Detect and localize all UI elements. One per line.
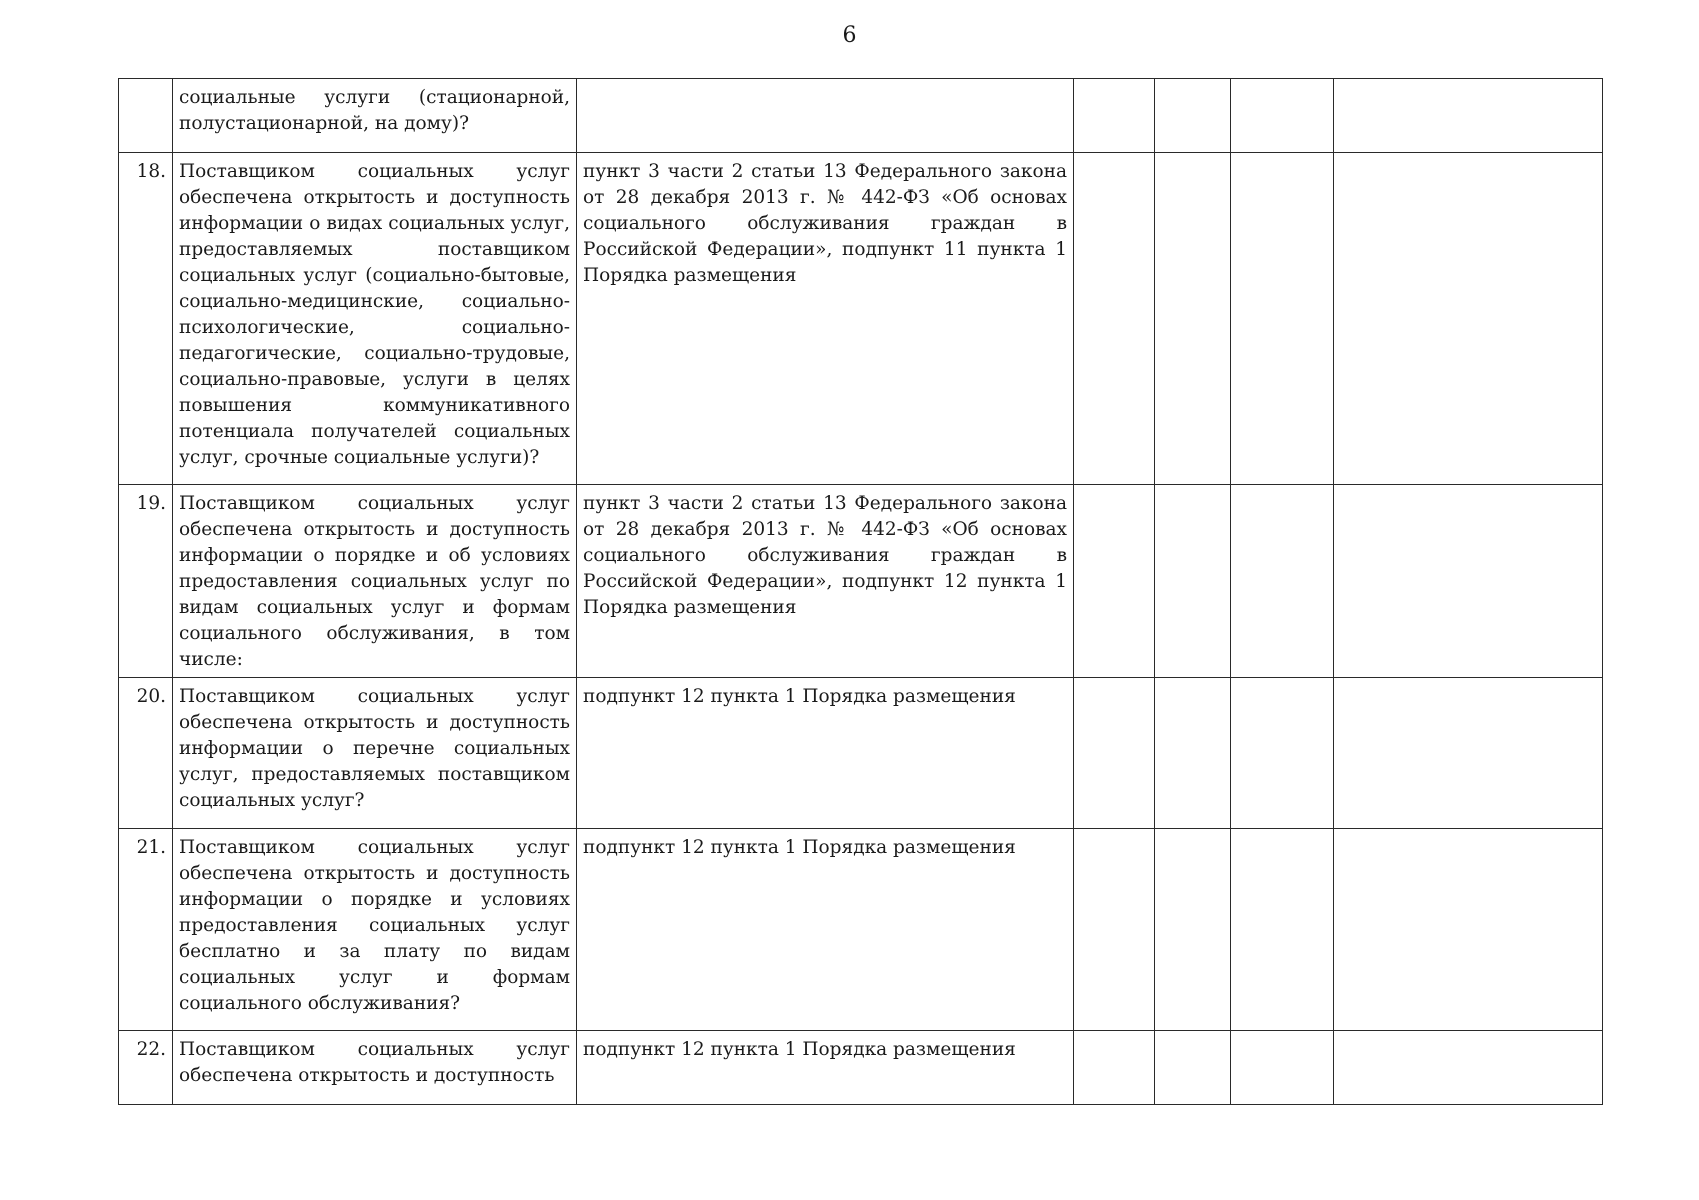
- note-cell: [1334, 1031, 1603, 1105]
- question-cell: Поставщиком социальных услуг обеспечена открытость и доступность информации о перечне социальных услуг, предоставляемых поставщиком социальных услуг?: [173, 678, 577, 829]
- answer-na-cell: [1231, 829, 1334, 1031]
- legal-basis-cell: [577, 79, 1074, 153]
- answer-yes-cell: [1074, 1031, 1155, 1105]
- answer-na-cell: [1231, 485, 1334, 678]
- legal-basis-cell: пункт 3 части 2 статьи 13 Федерального закона от 28 декабря 2013 г. № 442-ФЗ «Об основах социального обслуживания граждан в Российской Федерации», подпункт 11 пункта 1 Порядка размещения: [577, 153, 1074, 485]
- answer-na-cell: [1231, 1031, 1334, 1105]
- answer-no-cell: [1155, 153, 1231, 485]
- checklist-table: [118, 78, 1603, 1105]
- question-cell: Поставщиком социальных услуг обеспечена открытость и доступность: [173, 1031, 577, 1105]
- answer-no-cell: [1155, 485, 1231, 678]
- answer-na-cell: [1231, 153, 1334, 485]
- note-cell: [1334, 485, 1603, 678]
- row-number: 20.: [119, 678, 173, 829]
- note-cell: [1334, 678, 1603, 829]
- row-number: 21.: [119, 829, 173, 1031]
- answer-yes-cell: [1074, 79, 1155, 153]
- table-row: [119, 79, 1603, 153]
- table-row: [119, 153, 1603, 485]
- note-cell: [1334, 79, 1603, 153]
- table-row: [119, 678, 1603, 829]
- answer-na-cell: [1231, 79, 1334, 153]
- row-number: 18.: [119, 153, 173, 485]
- answer-no-cell: [1155, 678, 1231, 829]
- answer-no-cell: [1155, 1031, 1231, 1105]
- table-row: [119, 1031, 1603, 1105]
- question-cell: Поставщиком социальных услуг обеспечена открытость и доступность информации о видах социальных услуг, предоставляемых поставщиком социальных услуг (социально-бытовые, социально-медицинские, социально-психологические, социально-педагогические, социально-трудовые, социально-правовые, услуги в целях повышения коммуникативного потенциала получателей социальных услуг, срочные социальные услуги)?: [173, 153, 577, 485]
- legal-basis-cell: пункт 3 части 2 статьи 13 Федерального закона от 28 декабря 2013 г. № 442-ФЗ «Об основах социального обслуживания граждан в Российской Федерации», подпункт 12 пункта 1 Порядка размещения: [577, 485, 1074, 678]
- page-number: 6: [842, 23, 857, 48]
- answer-yes-cell: [1074, 153, 1155, 485]
- row-number: 22.: [119, 1031, 173, 1105]
- question-cell: Поставщиком социальных услуг обеспечена открытость и доступность информации о порядке и об условиях предоставления социальных услуг по видам социальных услуг и формам социального обслуживания, в том числе:: [173, 485, 577, 678]
- answer-yes-cell: [1074, 485, 1155, 678]
- row-number: 19.: [119, 485, 173, 678]
- note-cell: [1334, 153, 1603, 485]
- table-row: [119, 829, 1603, 1031]
- row-number: [119, 79, 173, 153]
- legal-basis-cell: подпункт 12 пункта 1 Порядка размещения: [577, 678, 1074, 829]
- note-cell: [1334, 829, 1603, 1031]
- question-cell: Поставщиком социальных услуг обеспечена открытость и доступность информации о порядке и условиях предоставления социальных услуг бесплатно и за плату по видам социальных услуг и формам социального обслуживания?: [173, 829, 577, 1031]
- answer-na-cell: [1231, 678, 1334, 829]
- legal-basis-cell: подпункт 12 пункта 1 Порядка размещения: [577, 1031, 1074, 1105]
- legal-basis-cell: подпункт 12 пункта 1 Порядка размещения: [577, 829, 1074, 1031]
- table-row: [119, 485, 1603, 678]
- answer-yes-cell: [1074, 678, 1155, 829]
- answer-no-cell: [1155, 79, 1231, 153]
- answer-yes-cell: [1074, 829, 1155, 1031]
- question-cell: социальные услуги (стационарной, полустационарной, на дому)?: [173, 79, 577, 153]
- answer-no-cell: [1155, 829, 1231, 1031]
